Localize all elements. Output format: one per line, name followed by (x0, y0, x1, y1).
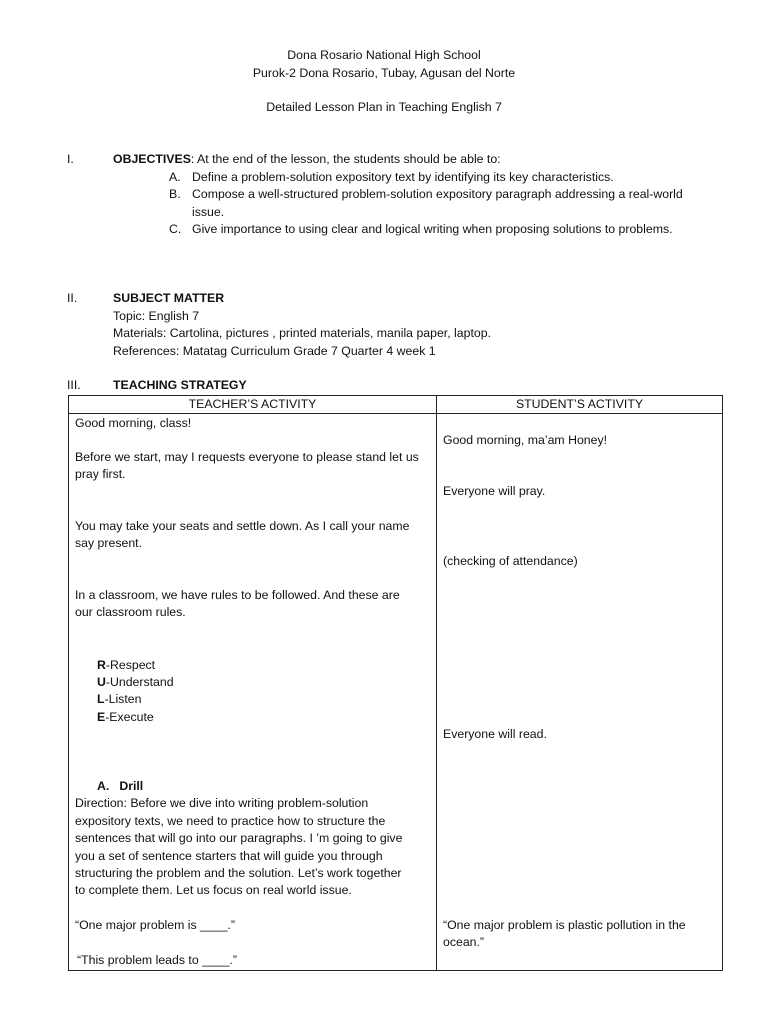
drill-direction-line-2: expository texts, we need to practice how to structure the (75, 814, 386, 828)
objective-b-continued: issue. (192, 205, 225, 219)
student-attendance: (checking of attendance) (443, 554, 578, 568)
drill-direction-line-1: Direction: Before we dive into writing problem-solution (75, 796, 369, 810)
objective-letter-c: C. (169, 222, 182, 236)
school-name: Dona Rosario National High School (287, 48, 481, 62)
objectives-heading: OBJECTIVES (113, 152, 191, 166)
subject-matter-heading: SUBJECT MATTER (113, 291, 225, 305)
teacher-rules-intro-line-1: In a classroom, we have rules to be followed. And these are (75, 588, 400, 602)
school-address: Purok-2 Dona Rosario, Tubay, Agusan del Norte (252, 66, 516, 80)
teacher-greeting: Good morning, class! (75, 416, 192, 430)
student-activity-header: STUDENT’S ACTIVITY (437, 396, 723, 414)
teacher-activity-cell (69, 414, 437, 971)
teacher-activity-header: TEACHER’S ACTIVITY (69, 396, 437, 414)
teacher-prayer-line-2: pray first. (75, 467, 126, 481)
rule-understand: U-Understand (97, 675, 174, 689)
teacher-prayer-line-1: Before we start, may I requests everyone to please stand let us (75, 450, 419, 464)
drill-direction-line-6: to complete them. Let us focus on real world issue. (75, 883, 352, 897)
rule-listen: L-Listen (97, 692, 142, 706)
teaching-strategy-heading: TEACHING STRATEGY (113, 378, 247, 392)
student-activity-cell (437, 414, 723, 971)
student-prayer: Everyone will pray. (443, 484, 546, 498)
teacher-seats-line-2: say present. (75, 536, 142, 550)
objective-b: Compose a well-structured problem-solution expository paragraph addressing a real-world (192, 187, 683, 201)
sentence-starter-2: “This problem leads to ____.” (77, 953, 237, 967)
drill-direction-line-4: you a set of sentence starters that will guide you through (75, 849, 383, 863)
objectives-line (113, 151, 501, 168)
objective-letter-b: B. (169, 187, 181, 201)
rule-execute: E-Execute (97, 710, 154, 724)
objective-a: Define a problem-solution expository text by identifying its key characteristics. (192, 170, 614, 184)
subject-topic: Topic: English 7 (113, 309, 200, 323)
rule-respect: R-Respect (97, 658, 156, 672)
subject-matter-numeral: II. (67, 291, 78, 305)
subject-materials: Materials: Cartolina, pictures , printed materials, manila paper, laptop. (113, 326, 491, 340)
drill-direction-line-3: sentences that will go into our paragraphs. I ’m going to give (75, 831, 403, 845)
drill-direction-line-5: structuring the problem and the solution. Let’s work together (75, 866, 402, 880)
student-greeting: Good morning, ma’am Honey! (443, 433, 608, 447)
drill-heading: A. Drill (97, 779, 144, 793)
student-answer-line-1: “One major problem is plastic pollution in the (443, 918, 686, 932)
teacher-seats-line-1: You may take your seats and settle down. As I call your name (75, 519, 410, 533)
lesson-plan-title: Detailed Lesson Plan in Teaching English 7 (266, 100, 502, 114)
activity-table (68, 395, 723, 971)
subject-references: References: Matatag Curriculum Grade 7 Quarter 4 week 1 (113, 344, 436, 358)
objective-letter-a: A. (169, 170, 181, 184)
student-read: Everyone will read. (443, 727, 547, 741)
objectives-numeral: I. (67, 152, 74, 166)
sentence-starter-1: “One major problem is ____.” (75, 918, 235, 932)
objectives-intro: : At the end of the lesson, the students should be able to: (190, 152, 501, 166)
teaching-strategy-numeral: III. (67, 378, 81, 392)
teacher-rules-intro-line-2: our classroom rules. (75, 605, 186, 619)
objective-c: Give importance to using clear and logical writing when proposing solutions to problems. (192, 222, 673, 236)
student-answer-line-2: ocean.” (443, 935, 485, 949)
